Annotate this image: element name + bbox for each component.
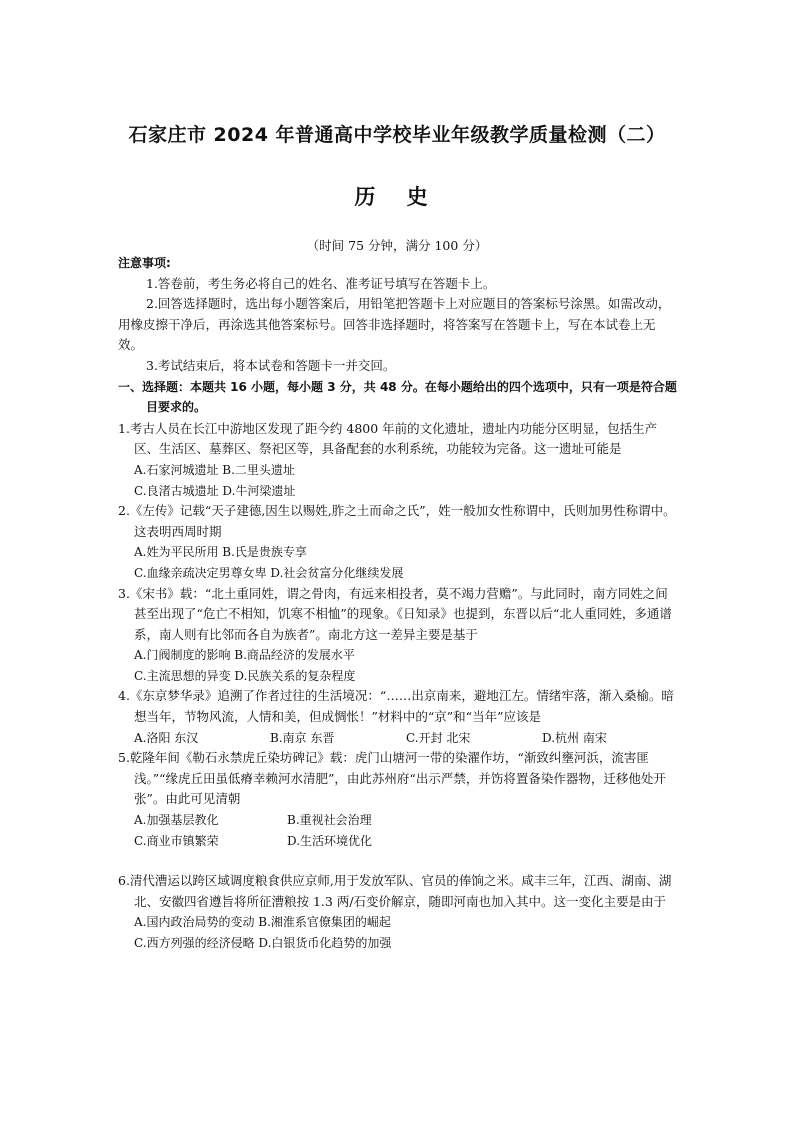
question-4: [118, 686, 678, 748]
option-row: A.石家河城遗址 B.二里头遗址: [134, 462, 295, 477]
question-options: [118, 810, 678, 851]
question-stem: 3.《宋书》载：“北土重同姓，谓之骨肉，有远来相投者，莫不竭力营赡”。与此同时，南方同姓之间甚至出现了“危亡不相知，饥寒不相恤”的现象。《日知录》也提到，东晋以后“北人重同姓，多通谱系，南人则有比邻而各自为族者”。南北方这一差异主要是基于: [118, 585, 672, 642]
option-row: A.门阀制度的影响 B.商品经济的发展水平: [134, 648, 355, 663]
section-heading: 一、选择题：本题共 16 小题，每小题 3 分，共 48 分。在每小题给出的四个选项中，只有一项是符合题目要求的。: [118, 379, 677, 415]
exam-body: [118, 253, 678, 954]
option-row: [134, 831, 678, 852]
question-stem: 4.《东京梦华录》追溯了作者过往的生活境况：“……出京南来，避地江左。情绪牢落，渐入桑榆。暗想当年，节物风流，人情和美，但成惆怅！”材料中的“京”和“当年”应该是: [118, 688, 674, 725]
option-b: B.南京 东晋: [270, 730, 335, 745]
blank-gap: [118, 851, 678, 871]
option-a: A.加强基层教化: [134, 813, 219, 828]
option-row: [134, 810, 678, 831]
question-options: [118, 728, 678, 749]
notice-heading: 注意事项:: [118, 256, 171, 270]
notice-block: [118, 253, 678, 377]
question-1: [118, 419, 678, 501]
exam-title: 石家庄市 2024 年普通高中学校毕业年级教学质量检测（二）: [128, 124, 666, 146]
notice-item: 3.考试结束后，将本试卷和答题卡一并交回。: [146, 357, 396, 373]
question-6: [118, 871, 678, 953]
option-b: B.重视社会治理: [287, 813, 372, 828]
question-options: [118, 912, 678, 953]
question-stem: 2.《左传》记载“天子建德,因生以赐姓,胙之土而命之氏”，姓一般加女性称谓中，氏则加男性称谓中。这表明西周时期: [118, 503, 676, 539]
question-5: [118, 748, 678, 851]
subject-heading: 历 史: [354, 185, 440, 209]
question-stem: 6.清代漕运以跨区域调度粮食供应京师,用于发放军队、官员的俸饷之米。咸丰三年，江西、湖南、湖北、安徽四省遵旨将所征漕粮按 1.3 两/石变价解京，随即河南也加入其中。这一变化主要是由于: [118, 873, 672, 909]
option-a: A.洛阳 东汉: [134, 730, 199, 745]
question-stem: 5.乾隆年间《勒石永禁虎丘染坊碑记》载：虎门山塘河一带的染濯作坊，“渐致纠壅河浜，流害匪浅。”“缘虎丘田虽低瘠幸赖河水清肥”，由此苏州府“出示严禁，并饬将置备染作器物，迁移他处开张”。由此可见清朝: [118, 750, 666, 807]
option-row: C.西方列强的经济侵略 D.白银货币化趋势的加强: [134, 936, 392, 950]
question-options: [118, 542, 678, 583]
notice-item: 2.回答选择题时，选出每小题答案后，用铅笔把答题卡上对应题目的答案标号涂黑。如需改动，用橡皮擦干净后，再涂选其他答案标号。回答非选择题时，将答案写在答题卡上，写在本试卷上无效。: [118, 296, 671, 353]
time-note: （时间 75 分钟，满分 100 分）: [306, 238, 488, 253]
option-row: A.国内政治局势的变动 B.湘淮系官僚集团的崛起: [134, 915, 391, 930]
question-2: [118, 501, 678, 583]
question-3: [118, 584, 678, 687]
option-c: C.开封 北宋: [406, 730, 471, 745]
question-stem: 1.考古人员在长江中游地区发现了距今约 4800 年前的文化遗址，遗址内功能分区明显，包括生产区、生活区、墓葬区、祭祀区等，具备配套的水利系统，功能较为完备。这一遗址可能是: [118, 420, 658, 457]
option-row: C.血缘亲疏决定男尊女卑 D.社会贫富分化继续发展: [134, 565, 404, 580]
option-row: C.良渚古城遗址 D.牛河梁遗址: [134, 483, 296, 498]
option-d: D.生活环境优化: [287, 833, 373, 848]
option-row: C.主流思想的异变 D.民族关系的复杂程度: [134, 668, 356, 683]
question-options: [118, 645, 678, 686]
question-options: [118, 460, 678, 501]
option-d: D.杭州 南宋: [542, 730, 607, 745]
notice-item: 1.答卷前，考生务必将自己的姓名、准考证号填写在答题卡上。: [146, 275, 496, 291]
option-row: [134, 728, 678, 749]
option-row: A.姓为平民所用 B.氏是贵族专享: [134, 545, 307, 560]
option-c: C.商业市镇繁荣: [134, 833, 219, 848]
